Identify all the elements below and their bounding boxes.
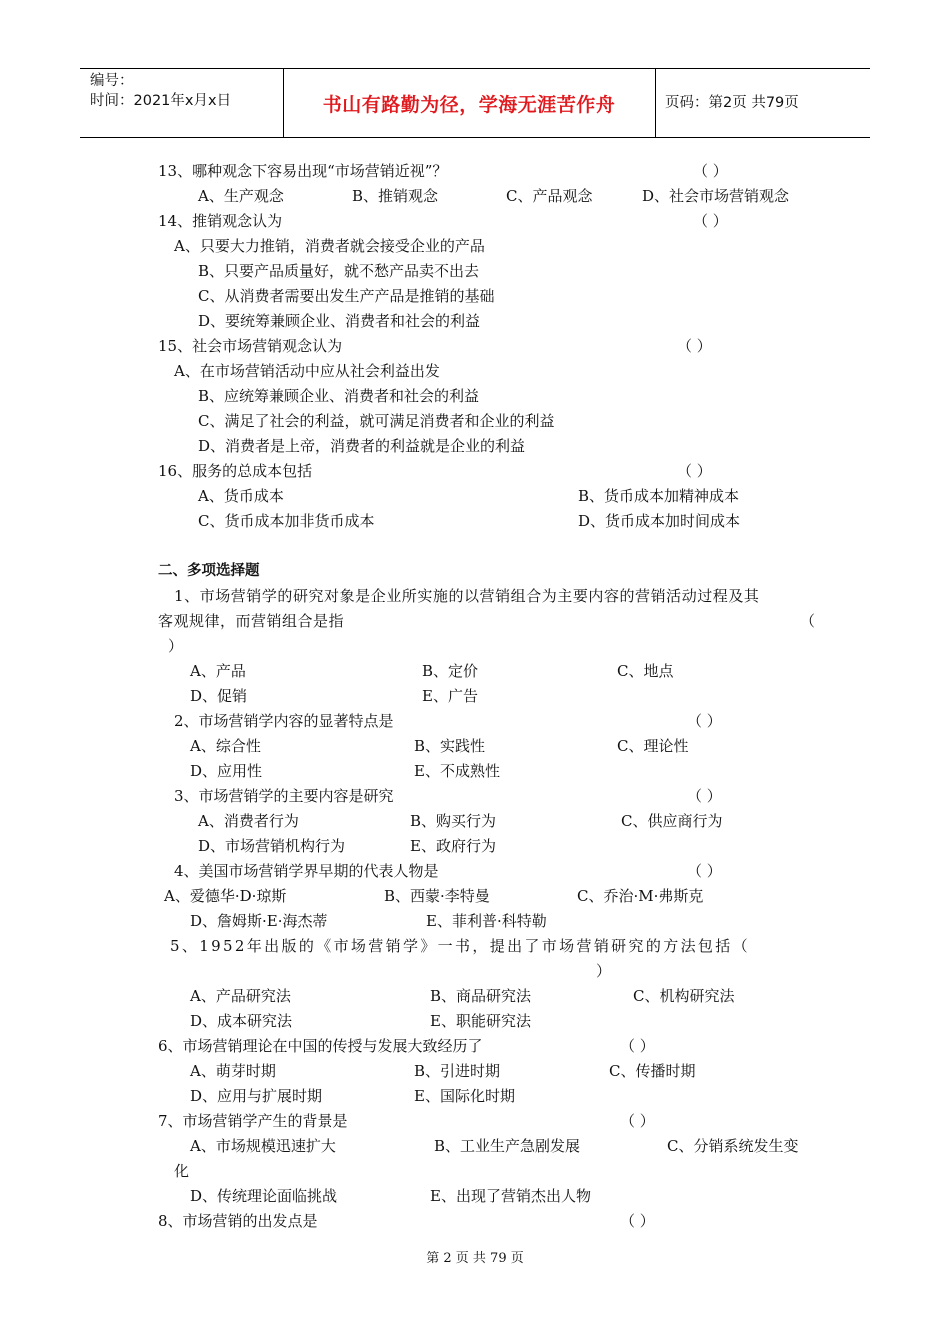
option-a: A、消费者行为: [198, 812, 299, 830]
option-c: C、满足了社会的利益，就可满足消费者和企业的利益: [198, 412, 555, 430]
option-b: B、应统筹兼顾企业、消费者和社会的利益: [198, 387, 480, 405]
option-c: C、从消费者需要出发生产产品是推销的基础: [198, 287, 495, 305]
option-d: D、市场营销机构行为: [198, 837, 346, 855]
option-a: A、在市场营销活动中应从社会利益出发: [174, 362, 440, 380]
option-d: D、消费者是上帝，消费者的利益就是企业的利益: [198, 437, 526, 455]
time-label: 时间：2021年x月x日: [90, 93, 232, 109]
option-a: A、爱德华·D·琼斯: [164, 887, 287, 905]
option-e: E、国际化时期: [414, 1087, 515, 1105]
multi-question-1: 1、市场营销学的研究对象是企业所实施的以营销组合为主要内容的营销活动过程及其: [174, 587, 760, 605]
option-e: E、不成熟性: [414, 762, 500, 780]
option-c: C、供应商行为: [621, 812, 723, 830]
question-15: 15、社会市场营销观念认为: [158, 337, 343, 355]
multi-question-5: 5、1952年出版的《市场营销学》一书，提出了市场营销研究的方法包括（: [170, 937, 750, 955]
multi-question-3: 3、市场营销学的主要内容是研究: [174, 787, 394, 805]
option-b: B、货币成本加精神成本: [578, 487, 740, 505]
section-heading: 二、多项选择题: [158, 563, 260, 579]
option-c: C、机构研究法: [633, 987, 735, 1005]
answer-bracket: （ ）: [620, 1112, 655, 1130]
answer-bracket: （ ）: [620, 1212, 655, 1230]
answer-bracket-open: （: [800, 612, 816, 630]
number-label: 编号：: [90, 73, 134, 89]
option-c: C、分销系统发生变: [667, 1137, 799, 1155]
option-d: D、传统理论面临挑战: [190, 1187, 338, 1205]
multi-question-6: 6、市场营销理论在中国的传授与发展大致经历了: [158, 1037, 483, 1055]
question-16: 16、服务的总成本包括: [158, 462, 313, 480]
option-b: B、推销观念: [352, 187, 439, 205]
header-left: [90, 71, 231, 111]
option-a: A、综合性: [190, 737, 261, 755]
option-d: D、社会市场营销观念: [642, 187, 790, 205]
option-c: C、乔治·M·弗斯克: [577, 887, 704, 905]
option-b: B、购买行为: [410, 812, 497, 830]
option-a: A、产品研究法: [190, 987, 291, 1005]
answer-bracket: （ ）: [687, 862, 722, 880]
option-d: D、詹姆斯·E·海杰蒂: [190, 912, 328, 930]
option-d: D、应用与扩展时期: [190, 1087, 323, 1105]
option-a: A、萌芽时期: [190, 1062, 276, 1080]
header-motto: 书山有路勤为径，学海无涯苦作舟: [322, 93, 616, 116]
answer-bracket: （ ）: [687, 712, 722, 730]
option-d: D、要统筹兼顾企业、消费者和社会的利益: [198, 312, 481, 330]
multi-question-4: 4、美国市场营销学界早期的代表人物是: [174, 862, 439, 880]
answer-bracket: （ ）: [677, 337, 712, 355]
answer-bracket: （ ）: [693, 212, 728, 230]
option-b: B、西蒙·李特曼: [384, 887, 490, 905]
multi-question-2: 2、市场营销学内容的显著特点是: [174, 712, 394, 730]
page-header: [80, 68, 870, 138]
option-e: E、职能研究法: [430, 1012, 531, 1030]
option-e: E、广告: [422, 687, 478, 705]
option-a: A、市场规模迅速扩大: [190, 1137, 336, 1155]
answer-bracket: （ ）: [693, 162, 728, 180]
answer-bracket: （ ）: [620, 1037, 655, 1055]
option-b: B、商品研究法: [430, 987, 532, 1005]
option-c: C、货币成本加非货币成本: [198, 512, 375, 530]
option-b: B、只要产品质量好，就不愁产品卖不出去: [198, 262, 480, 280]
multi-question-1-cont: 客观规律，而营销组合是指: [158, 612, 345, 630]
option-c: C、产品观念: [506, 187, 593, 205]
option-e: E、出现了营销杰出人物: [430, 1187, 591, 1205]
option-b: B、工业生产急剧发展: [434, 1137, 581, 1155]
question-14: 14、推销观念认为: [158, 212, 283, 230]
option-b: B、定价: [422, 662, 479, 680]
option-d: D、促销: [190, 687, 248, 705]
option-e: E、政府行为: [410, 837, 496, 855]
option-a: A、只要大力推销，消费者就会接受企业的产品: [174, 237, 485, 255]
option-d: D、货币成本加时间成本: [578, 512, 741, 530]
option-b: B、引进时期: [414, 1062, 501, 1080]
option-c: C、传播时期: [609, 1062, 696, 1080]
option-a: A、产品: [190, 662, 246, 680]
option-b: B、实践性: [414, 737, 486, 755]
multi-question-7: 7、市场营销学产生的背景是: [158, 1112, 348, 1130]
page-info: 页码：第2页 共79页: [665, 95, 799, 111]
option-d: D、应用性: [190, 762, 263, 780]
option-c: C、地点: [617, 662, 674, 680]
header-divider: [655, 69, 656, 137]
option-d: D、成本研究法: [190, 1012, 293, 1030]
answer-bracket-close: ）: [596, 962, 612, 980]
option-c-cont: 化: [174, 1162, 190, 1180]
multi-question-8: 8、市场营销的出发点是: [158, 1212, 318, 1230]
option-c: C、理论性: [617, 737, 689, 755]
answer-bracket: （ ）: [677, 462, 712, 480]
question-13: 13、哪种观念下容易出现“市场营销近视”？: [158, 162, 448, 180]
answer-bracket-close: ）: [168, 637, 184, 655]
answer-bracket: （ ）: [687, 787, 722, 805]
option-a: A、生产观念: [198, 187, 284, 205]
option-a: A、货币成本: [198, 487, 284, 505]
page-footer: 第 2 页 共 79 页: [426, 1251, 524, 1266]
option-e: E、菲利普·科特勒: [426, 912, 547, 930]
